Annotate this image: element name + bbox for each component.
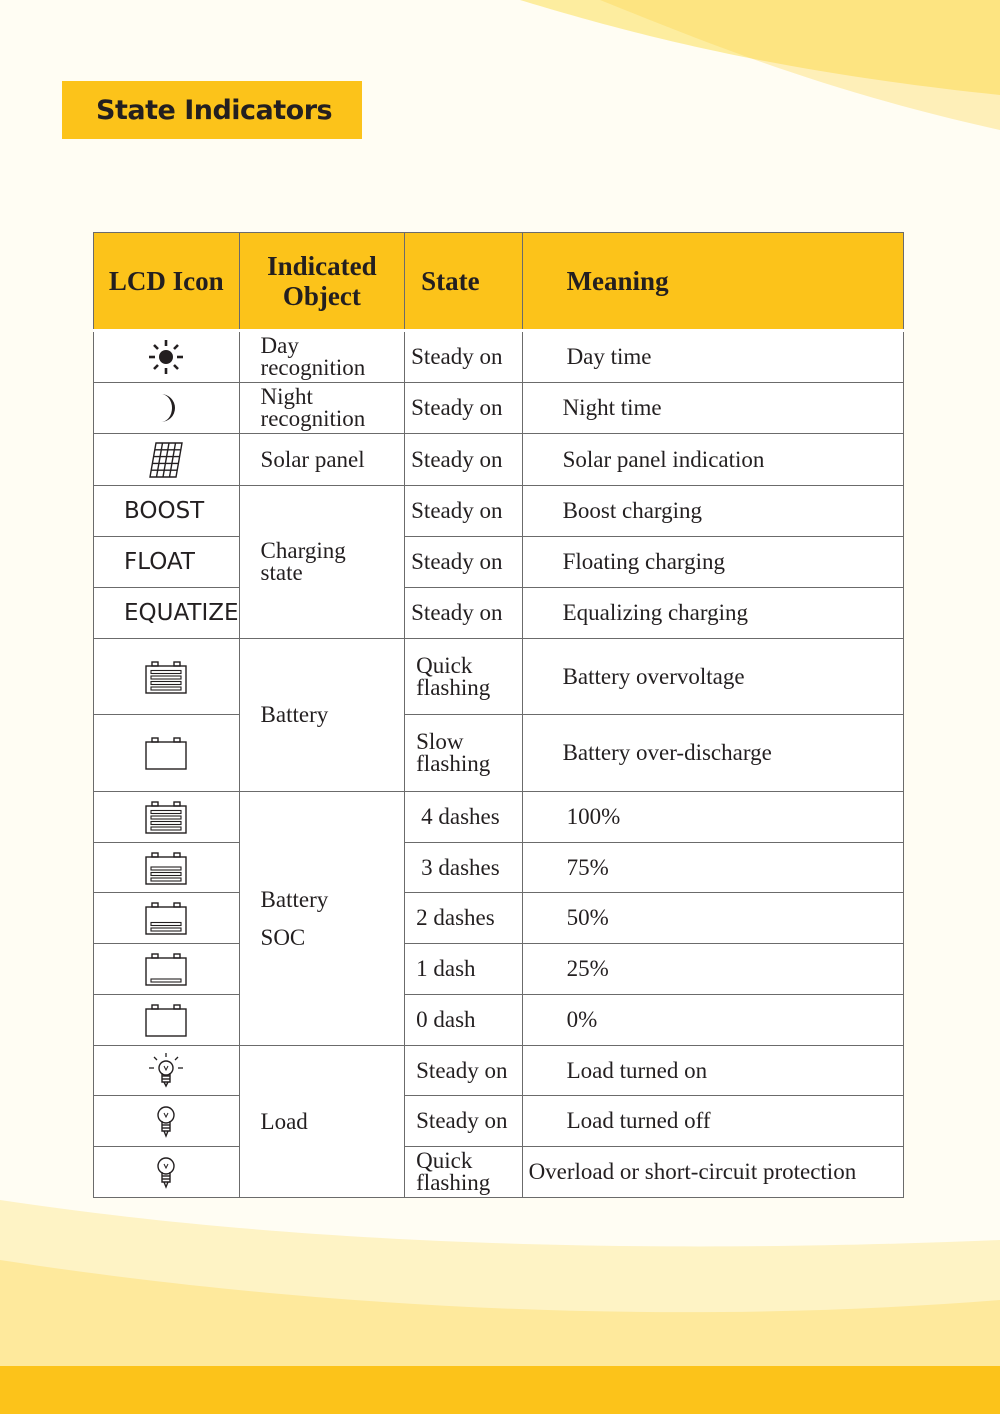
lcd-icon-cell <box>94 715 240 792</box>
battery-3-dash-icon <box>144 850 188 886</box>
meaning-cell: Load turned on <box>522 1046 903 1096</box>
table-row <box>94 792 904 843</box>
lcd-icon-text-float: FLOAT <box>94 537 240 588</box>
table-row <box>94 995 904 1046</box>
battery-0-dash-icon <box>144 1002 188 1038</box>
lcd-icon-cell <box>94 1147 240 1198</box>
page-title: State Indicators <box>96 94 333 126</box>
lcd-icon-cell <box>94 1096 240 1147</box>
battery-full-icon <box>144 659 188 695</box>
indicated-object-cell: Day recognition <box>239 331 405 383</box>
indicated-object-cell: Night recognition <box>239 383 405 434</box>
lcd-icon-cell <box>94 331 240 383</box>
battery-dash <box>151 923 181 926</box>
meaning-cell: Load turned off <box>522 1096 903 1147</box>
moon-icon <box>151 392 181 424</box>
state-cell: Steady on <box>405 1096 522 1147</box>
meaning-cell: Boost charging <box>522 486 903 537</box>
table-row <box>94 588 904 639</box>
table-row <box>94 893 904 944</box>
battery-dash <box>151 676 181 679</box>
meaning-cell: Overload or short-circuit protection <box>522 1147 903 1198</box>
battery-dash <box>151 681 181 684</box>
lcd-icon-cell <box>94 944 240 995</box>
bulb-off-icon <box>144 1101 188 1141</box>
meaning-cell: Floating charging <box>522 537 903 588</box>
state-cell: Steady on <box>405 537 522 588</box>
battery-1-dash-icon <box>144 951 188 987</box>
battery-empty-icon <box>144 735 188 771</box>
lcd-icon-cell <box>94 893 240 944</box>
battery-dash <box>151 822 181 825</box>
meaning-cell: Day time <box>522 331 903 383</box>
bottom-accent-bar <box>0 1366 1000 1414</box>
state-cell: 1 dash <box>405 944 522 995</box>
table-row <box>94 944 904 995</box>
state-cell: Quick flashing <box>405 639 522 715</box>
lcd-icon-cell <box>94 792 240 843</box>
state-cell: Steady on <box>405 588 522 639</box>
meaning-cell: 25% <box>522 944 903 995</box>
meaning-cell: Solar panel indication <box>522 434 903 486</box>
indicated-object-cell: Battery <box>239 639 405 792</box>
state-cell: 3 dashes <box>405 843 522 893</box>
battery-dash <box>151 979 181 982</box>
table-row <box>94 843 904 893</box>
battery-dash <box>151 867 181 870</box>
state-cell: 0 dash <box>405 995 522 1046</box>
battery-dash <box>151 827 181 830</box>
indicated-object-cell: Load <box>239 1046 405 1198</box>
battery-dash <box>151 670 181 673</box>
state-cell: Steady on <box>405 383 522 434</box>
header-indicated-object: Indicated Object <box>239 233 405 331</box>
state-cell: Slow flashing <box>405 715 522 792</box>
header-state: State <box>405 233 522 331</box>
table-row <box>94 639 904 715</box>
title-banner <box>62 81 362 139</box>
lcd-icon-cell <box>94 383 240 434</box>
header-meaning: Meaning <box>522 233 903 331</box>
battery-4-dash-icon <box>144 799 188 835</box>
lcd-icon-cell <box>94 639 240 715</box>
table-row <box>94 486 904 537</box>
header-lcd-icon: LCD Icon <box>94 233 240 331</box>
meaning-cell: 75% <box>522 843 903 893</box>
table-row <box>94 434 904 486</box>
state-cell: Steady on <box>405 434 522 486</box>
lcd-icon-cell <box>94 995 240 1046</box>
state-cell: 4 dashes <box>405 792 522 843</box>
sun-icon <box>148 339 184 375</box>
bulb-on-icon <box>144 1051 188 1091</box>
indicated-object-cell: Solar panel <box>239 434 405 486</box>
table-row <box>94 331 904 383</box>
battery-dash <box>151 872 181 875</box>
state-indicators-table <box>93 232 904 1198</box>
meaning-cell: Battery over-discharge <box>522 715 903 792</box>
state-cell: Steady on <box>405 486 522 537</box>
meaning-cell: Night time <box>522 383 903 434</box>
meaning-cell: 0% <box>522 995 903 1046</box>
state-cell: Quick flashing <box>405 1147 522 1198</box>
state-cell: Steady on <box>405 1046 522 1096</box>
meaning-cell: Battery overvoltage <box>522 639 903 715</box>
state-cell: Steady on <box>405 331 522 383</box>
table-header-row <box>94 233 904 331</box>
table-row <box>94 715 904 792</box>
lcd-icon-cell <box>94 434 240 486</box>
battery-dash <box>151 811 181 814</box>
lcd-icon-cell <box>94 843 240 893</box>
battery-dash <box>151 928 181 931</box>
lcd-icon-cell <box>94 1046 240 1096</box>
meaning-cell: Equalizing charging <box>522 588 903 639</box>
lcd-icon-text-equatize: EQUATIZE <box>94 588 240 639</box>
indicated-object-cell: Charging state <box>239 486 405 639</box>
table-row <box>94 1096 904 1147</box>
meaning-cell: 50% <box>522 893 903 944</box>
battery-2-dash-icon <box>144 900 188 936</box>
battery-dash <box>151 816 181 819</box>
table-row <box>94 1046 904 1096</box>
solar-panel-icon <box>148 441 184 479</box>
table-row <box>94 1147 904 1198</box>
lcd-icon-text-boost: BOOST <box>94 486 240 537</box>
battery-dash <box>151 878 181 881</box>
state-cell: 2 dashes <box>405 893 522 944</box>
meaning-cell: 100% <box>522 792 903 843</box>
indicated-object-cell: Battery SOC <box>239 792 405 1046</box>
table-row <box>94 383 904 434</box>
bulb-off-icon <box>144 1152 188 1192</box>
table-row <box>94 537 904 588</box>
battery-dash <box>151 687 181 690</box>
